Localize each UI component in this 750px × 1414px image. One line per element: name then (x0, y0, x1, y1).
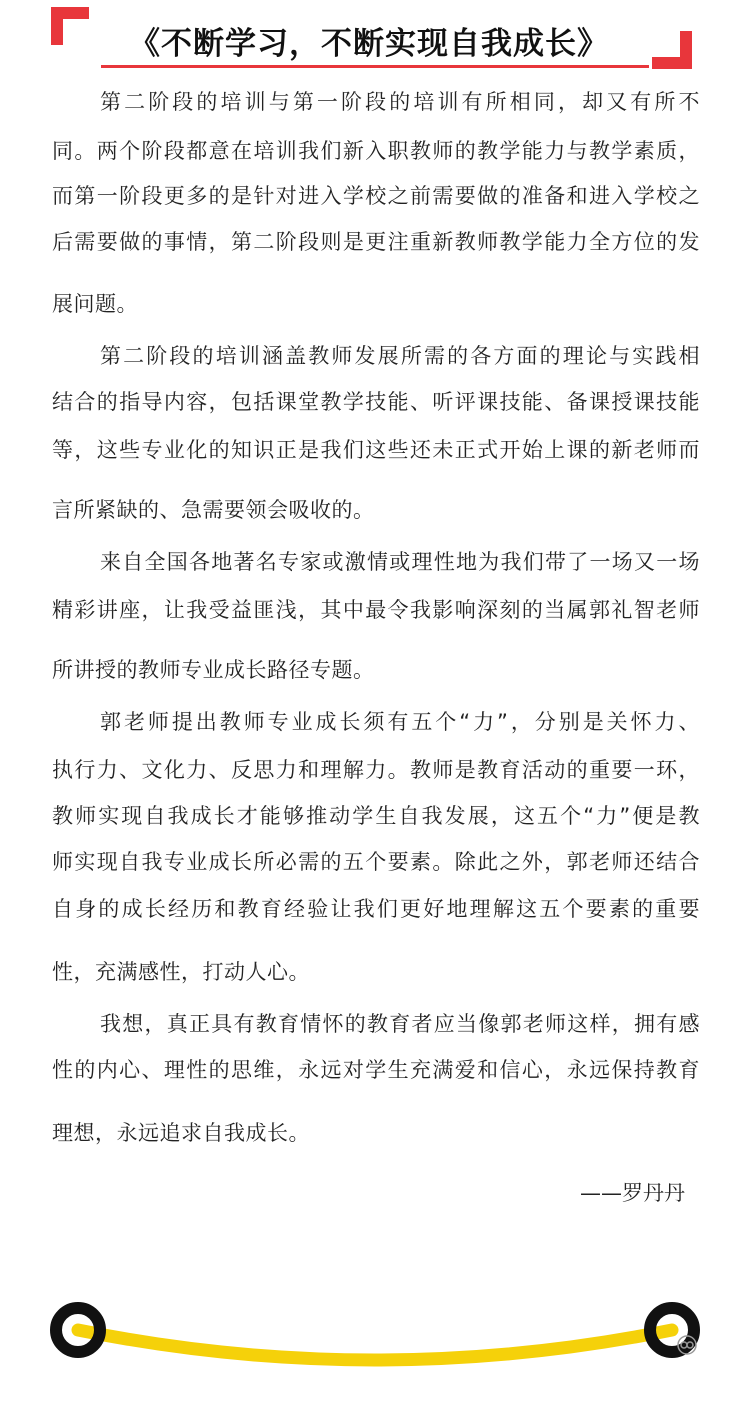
text-line: 所讲授的教师专业成长路径专题。 (52, 658, 375, 682)
text-line: 言所紧缺的、急需要领会吸收的。 (52, 498, 375, 522)
watermark-logo-icon (676, 1334, 698, 1356)
article-title: 《不断学习，不断实现自我成长》 (129, 26, 609, 62)
footer-yellow-curve (78, 1330, 672, 1360)
text-line: 后需要做的事情，第二阶段则是更注重新教师教学能力全方位的发 (52, 230, 700, 254)
text-line: 执行力、文化力、反思力和理解力。教师是教育活动的重要一环， (52, 758, 700, 782)
text-line: 性，充满感性，打动人心。 (52, 960, 310, 984)
footer-decoration (0, 1290, 750, 1380)
text-line: 自身的成长经历和教育经验让我们更好地理解这五个要素的重要 (52, 897, 700, 921)
text-line: 等，这些专业化的知识正是我们这些还未正式开始上课的新老师而 (52, 438, 700, 462)
author-signature: ——罗丹丹 (580, 1181, 685, 1205)
text-line: 精彩讲座，让我受益匪浅，其中最令我影响深刻的当属郭礼智老师 (52, 598, 700, 622)
text-line: 同。两个阶段都意在培训我们新入职教师的教学能力与教学素质， (52, 139, 700, 163)
text-line: 第二阶段的培训涵盖教师发展所需的各方面的理论与实践相 (100, 344, 700, 368)
text-line: 师实现自我专业成长所必需的五个要素。除此之外，郭老师还结合 (52, 850, 700, 874)
text-line: 性的内心、理性的思维，永远对学生充满爱和信心，永远保持教育 (52, 1058, 700, 1082)
title-underline (101, 65, 649, 68)
text-line: 我想，真正具有教育情怀的教育者应当像郭老师这样，拥有感 (100, 1012, 700, 1036)
text-line: 理想，永远追求自我成长。 (52, 1121, 310, 1145)
corner-bracket-top-right (652, 31, 692, 69)
text-line: 展问题。 (52, 292, 138, 316)
text-line: 而第一阶段更多的是针对进入学校之前需要做的准备和进入学校之 (52, 184, 700, 208)
text-line: 来自全国各地著名专家或激情或理性地为我们带了一场又一场 (100, 550, 700, 574)
text-line: 教师实现自我成长才能够推动学生自我发展，这五个“力”便是教 (52, 804, 700, 828)
text-line: 第二阶段的培训与第一阶段的培训有所相同，却又有所不 (100, 90, 700, 114)
text-line: 郭老师提出教师专业成长须有五个“力”，分别是关怀力、 (100, 710, 700, 734)
corner-bracket-top-left (51, 7, 89, 45)
text-line: 结合的指导内容，包括课堂教学技能、听评课技能、备课授课技能 (52, 390, 700, 414)
